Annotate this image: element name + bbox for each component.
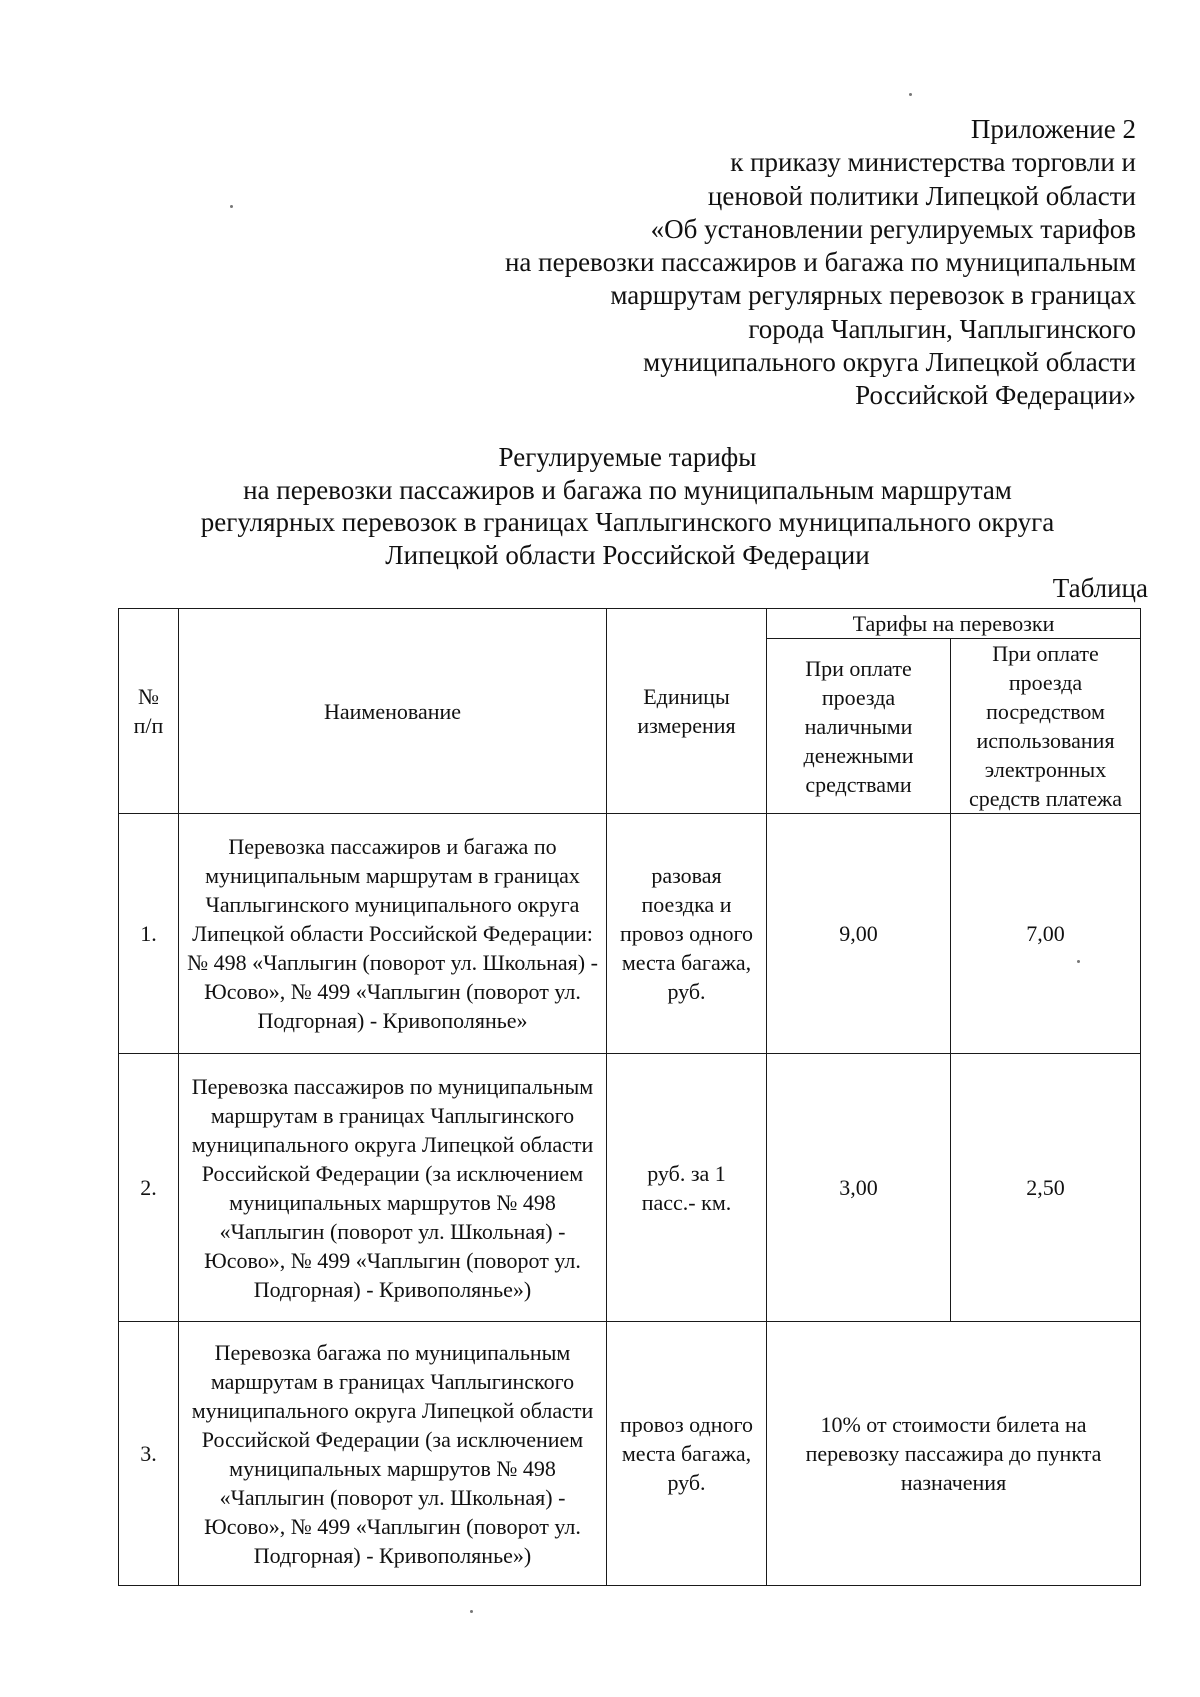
annex-line: Приложение 2 [970, 114, 1136, 144]
row-tariff-note: 10% от стоимости билета на перевозку пассажира до пункта назначения [767, 1322, 1141, 1586]
annex-header [376, 113, 1136, 413]
row-cash-tariff: 3,00 [767, 1054, 951, 1322]
annex-line: маршрутам регулярных перевозок в границах [610, 280, 1136, 311]
title-line: Регулируемые тарифы [498, 442, 757, 472]
row-electronic-tariff: 7,00 [951, 814, 1141, 1054]
table-row [119, 1054, 1141, 1322]
row-number: 2. [119, 1054, 179, 1322]
row-electronic-tariff: 2,50 [951, 1054, 1141, 1322]
scan-speck [470, 1610, 473, 1613]
row-units: руб. за 1 пасс.- км. [607, 1054, 767, 1322]
header-electronic: При оплате проезда посредством использования электронных средств платежа [951, 639, 1141, 814]
row-cash-tariff: 9,00 [767, 814, 951, 1054]
tariffs-table [118, 608, 1141, 1586]
scan-speck [230, 205, 233, 208]
header-cash: При оплате проезда наличными денежными средствами [767, 639, 951, 814]
table-label: Таблица [1052, 573, 1148, 603]
annex-line: города Чаплыгин, Чаплыгинского [748, 313, 1136, 344]
header-number: № п/п [119, 609, 179, 814]
document-title [120, 441, 1135, 571]
row-units: провоз одного места багажа, руб. [607, 1322, 767, 1586]
row-name: Перевозка багажа по муниципальным маршрутам в границах Чаплыгинского муниципального округа Липецкой области Российской Федерации (за исключением муниципальных маршрутов № 498 «Чаплыгин (поворот ул. Школьная) - Юсово», № 499 «Чаплыгин (поворот ул. Подгорная) - Кривополянье») [179, 1322, 607, 1586]
scan-speck [909, 93, 912, 96]
table-row [119, 1322, 1141, 1586]
annex-line: муниципального округа Липецкой области [643, 347, 1136, 378]
row-units: разовая поездка и провоз одного места багажа, руб. [607, 814, 767, 1054]
row-name: Перевозка пассажиров и багажа по муниципальным маршрутам в границах Чаплыгинского муниципального округа Липецкой области Российской Федерации: № 498 «Чаплыгин (поворот ул. Школьная) - Юсово», № 499 «Чаплыгин (поворот ул. Подгорная) - Кривополянье» [179, 814, 607, 1054]
title-line: на перевозки пассажиров и багажа по муниципальным маршрутам [243, 474, 1012, 505]
row-number: 3. [119, 1322, 179, 1586]
header-tariffs-group: Тарифы на перевозки [767, 609, 1141, 639]
annex-line: на перевозки пассажиров и багажа по муниципальным [504, 247, 1136, 278]
row-name: Перевозка пассажиров по муниципальным маршрутам в границах Чаплыгинского муниципального округа Липецкой области Российской Федерации (за исключением муниципальных маршрутов № 498 «Чаплыгин (поворот ул. Школьная) - Юсово», № 499 «Чаплыгин (поворот ул. Подгорная) - Кривополянье») [179, 1054, 607, 1322]
scan-speck [1077, 960, 1080, 963]
title-line: регулярных перевозок в границах Чаплыгинского муниципального округа [200, 507, 1055, 537]
annex-line: «Об установлении регулируемых тарифов [650, 213, 1136, 244]
table-header-row [119, 609, 1141, 639]
header-units: Единицы измерения [607, 609, 767, 814]
annex-line: ценовой политики Липецкой области [707, 180, 1136, 211]
title-line: Липецкой области Российской Федерации [385, 539, 870, 570]
table-row [119, 814, 1141, 1054]
row-number: 1. [119, 814, 179, 1054]
annex-line: Российской Федерации» [855, 380, 1136, 411]
header-name: Наименование [179, 609, 607, 814]
annex-line: к приказу министерства торговли и [730, 147, 1136, 178]
